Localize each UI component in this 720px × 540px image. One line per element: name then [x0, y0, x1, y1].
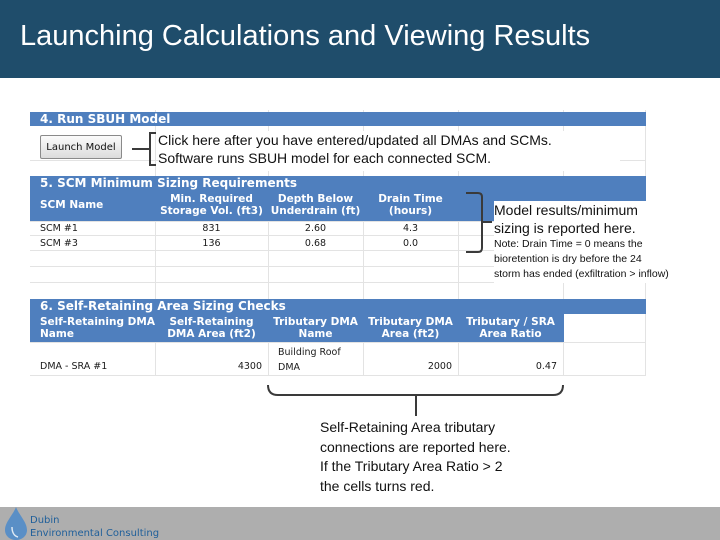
col-min-storage-line1: Min. Required [170, 193, 253, 205]
tributary-callout [320, 418, 511, 496]
scm-sizing-header: 5. SCM Minimum Sizing Requirements [30, 176, 646, 191]
sra-checks-header: 6. Self-Retaining Area Sizing Checks [30, 299, 646, 314]
water-drop-icon [3, 505, 29, 540]
tributary-callout-line3: If the Tributary Area Ratio > 2 [320, 458, 503, 474]
col-sra-area-line1: Self-Retaining [169, 316, 254, 328]
company-name-line1: Dubin [30, 515, 60, 526]
tributary-bracket [268, 385, 563, 395]
trib-area-cell[interactable]: 2000 [427, 361, 452, 372]
col-trib-area-line2: Area (ft2) [381, 328, 440, 340]
col-sra-name-line2: Name [40, 328, 74, 340]
col-scm-name: SCM Name [40, 199, 104, 211]
results-note-line1: Note: Drain Time = 0 means the [494, 238, 643, 250]
col-trib-area-line1: Tributary DMA [368, 316, 453, 328]
depth-cell[interactable]: 2.60 [304, 223, 327, 234]
col-drain-line2: (hours) [388, 205, 433, 217]
storage-cell[interactable]: 136 [202, 238, 221, 249]
results-callout-line2: sizing is reported here. [494, 220, 636, 236]
slide-title: Launching Calculations and Viewing Results [20, 20, 591, 52]
col-ratio-line1: Tributary / SRA [466, 316, 555, 328]
trib-name-line2: DMA [278, 362, 301, 373]
results-note-line3: storm has ended (exfiltration > inflow) [494, 268, 669, 280]
launch-callout-line2: Software runs SBUH model for each connected SCM. [158, 150, 492, 166]
drain-cell[interactable]: 4.3 [402, 223, 419, 234]
col-min-storage-line2: Storage Vol. (ft3) [160, 205, 263, 217]
results-bracket [466, 193, 482, 252]
col-trib-name-line2: Name [298, 328, 333, 340]
storage-cell[interactable]: 831 [202, 223, 221, 234]
run-model-header: 4. Run SBUH Model [30, 112, 646, 126]
col-sra-name-line1: Self-Retaining DMA [40, 316, 155, 328]
tributary-callout-line4: the cells turns red. [320, 477, 435, 494]
col-depth-line2: Underdrain (ft) [270, 205, 361, 217]
tributary-callout-line1: Self-Retaining Area tributary [320, 419, 496, 435]
launch-bracket [150, 133, 156, 165]
col-drain-line1: Drain Time [378, 193, 443, 205]
sra-name-cell[interactable]: DMA - SRA #1 [40, 361, 108, 372]
area-ratio-cell[interactable]: 0.47 [535, 361, 557, 372]
company-logo-text [30, 514, 159, 540]
company-name-line2: Environmental Consulting [30, 528, 160, 539]
col-depth-line1: Depth Below [277, 193, 354, 205]
sra-area-cell[interactable]: 4300 [237, 361, 262, 372]
col-sra-area-line2: DMA Area (ft2) [167, 328, 256, 340]
results-callout-line1: Model results/minimum [494, 202, 638, 218]
launch-model-button[interactable]: Launch Model [40, 135, 122, 159]
scm-name-cell[interactable]: SCM #3 [40, 238, 78, 249]
tributary-callout-line2: connections are reported here. [320, 438, 511, 455]
scm-name-cell[interactable]: SCM #1 [40, 223, 78, 234]
col-ratio-line2: Area Ratio [479, 328, 542, 340]
launch-callout-line1: Click here after you have entered/updated all DMAs and SCMs. [158, 132, 552, 148]
results-note-line2: bioretention is dry before the 24 [494, 253, 642, 265]
depth-cell[interactable]: 0.68 [304, 238, 327, 249]
col-trib-name-line1: Tributary DMA [273, 316, 358, 328]
trib-name-line1: Building Roof [278, 347, 341, 358]
drain-cell[interactable]: 0.0 [402, 238, 419, 249]
